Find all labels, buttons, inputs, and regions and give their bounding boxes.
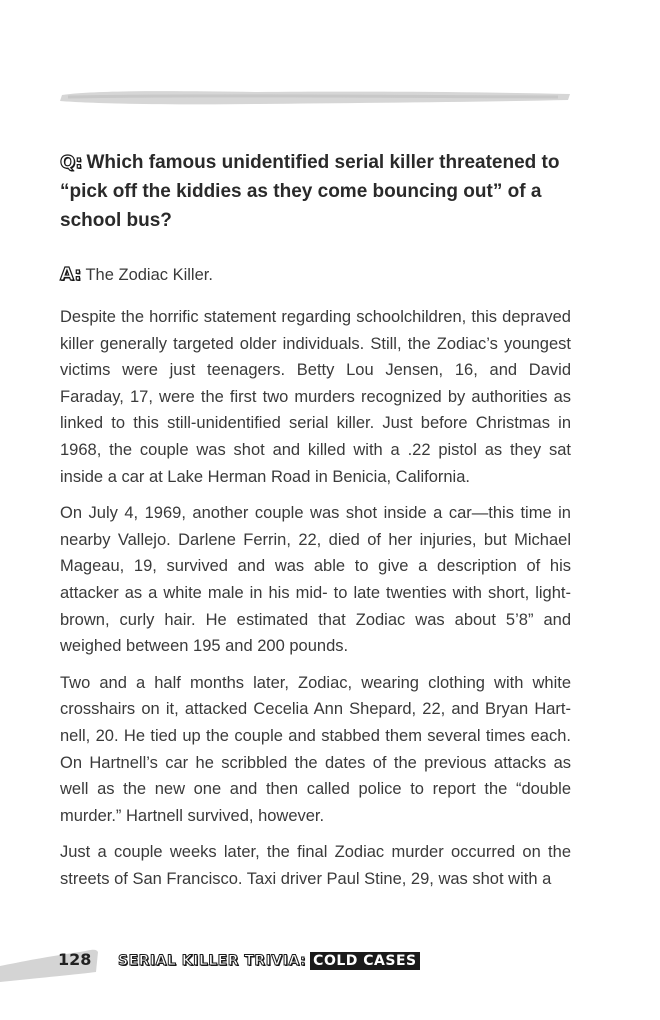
- page-footer: [0, 938, 660, 988]
- question-label: Q:: [60, 152, 83, 173]
- paragraph: Two and a half months later, Zodiac, wearing clothing with white crosshairs on it, attacked Cecelia Ann Shepard, 22, and Bryan Hart-nell, 20. He tied up the couple and stabbed them several times each. On Hartnell’s car he scribbled the dates of the previous attacks as well as the new one and then called police to report the “double murder.” Hartnell survived, however.: [60, 673, 571, 825]
- book-title-outline: SERIAL KILLER TRIVIA:: [118, 953, 307, 969]
- page-number: 128: [58, 950, 92, 969]
- book-title-boxed: COLD CASES: [310, 952, 419, 970]
- book-title: [118, 952, 420, 970]
- answer-label: A:: [60, 264, 82, 285]
- answer-explanation: [60, 304, 571, 902]
- paragraph: Despite the horrific statement regarding schoolchildren, this depraved killer generally targeted older individuals. Still, the Zodiac’s youngest victims were just teenagers. Betty Lou Jensen, 16, and David Faraday, 17, were the first two murders recognized by authorities as linked to this still-unidentified serial killer. Just before Christmas in 1968, the couple was shot and killed with a .22 pistol as they sat inside a car at Lake Herman Road in Benicia, California.: [60, 308, 571, 486]
- paragraph: On July 4, 1969, another couple was shot inside a car—this time in nearby Vallejo. Darlene Ferrin, 22, died of her injuries, but Michael Mageau, 19, survived and was able to give a description of his attacker as a white male in his mid- to late twenties with short, light-brown, curly hair. He estimated that Zodiac was about 5’8” and weighed between 195 and 200 pounds.: [60, 504, 571, 656]
- answer-text: The Zodiac Killer.: [85, 266, 213, 284]
- paragraph: Just a couple weeks later, the final Zodiac murder occurred on the streets of San Francisco. Taxi driver Paul Stine, 29, was shot with a: [60, 843, 571, 888]
- trivia-answer: [60, 262, 575, 288]
- trivia-question: [60, 148, 575, 235]
- decorative-brush-stroke: [58, 86, 573, 108]
- question-text: Which famous unidentified serial killer threatened to “pick off the kiddies as they come bouncing out” of a school bus?: [60, 152, 560, 231]
